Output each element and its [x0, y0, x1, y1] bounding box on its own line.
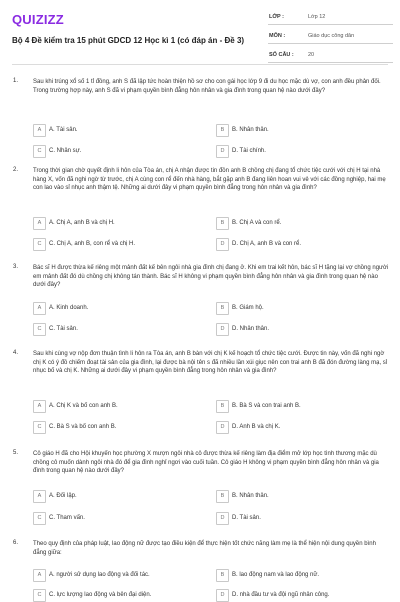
meta-label: SỐ CÂU : [269, 52, 294, 58]
option-b[interactable] [216, 217, 396, 230]
option-key: A [33, 217, 46, 230]
option-key: B [216, 569, 229, 582]
meta-label: LỚP : [269, 14, 284, 20]
meta-value: Giáo dục công dân [308, 33, 355, 39]
option-text: D. Chị A, anh B và con rể. [232, 241, 302, 247]
question-text: Theo quy định của pháp luật, lao động nữ được tạo điều kiện để thực hiện tốt chức năng làm mẹ là thể hiện nội dung quyền bình đẳng giữa: [33, 541, 376, 556]
option-key: D [216, 323, 229, 336]
question-number: 2. [13, 167, 19, 173]
option-key: D [216, 589, 229, 602]
option-text: B. Giám hộ. [232, 305, 264, 311]
option-c[interactable] [33, 323, 213, 336]
question-number: 4. [13, 350, 19, 356]
header-divider [12, 64, 388, 65]
question-text: Cô giáo H đã cho Hội khuyến học phường X mượn ngôi nhà cô được thừa kế riêng làm địa điểm mở lớp học tình thương mặc dù chồng cô muốn dành ngôi nhà đó để gia đình nghỉ ngơi vào cuối tuần. Cô giáo H không vi phạm quyền bình đẳng hôn nhân và gia đình trong quan hệ nào dưới đây? [33, 451, 379, 475]
question-text: Sau khi trúng xổ số 1 tỉ đồng, anh S đã lập tức hoàn thiện hồ sơ cho con gái học lớp 9 đi du học mặc dù vợ, con anh đều phản đối. Trong trường hợp này, anh S đã vi phạm quyền bình đẳng hôn nhân và gia đình trong quan hệ nào dưới đây? [33, 79, 381, 94]
option-key: D [216, 145, 229, 158]
option-c[interactable] [33, 512, 213, 525]
option-d[interactable] [216, 589, 396, 602]
option-c[interactable] [33, 421, 213, 434]
option-c[interactable] [33, 145, 213, 158]
question-number: 3. [13, 264, 19, 270]
option-text: D. Anh B và chị K. [232, 424, 281, 430]
option-b[interactable] [216, 400, 396, 413]
option-text: A. Đối lập. [49, 493, 77, 499]
question-text: Trong thời gian chờ quyết định li hôn của Tòa án, chị A nhận được tin đồn anh B chồng chị đang tổ chức tiệc cưới với chị H tại nhà hàng X, vốn đã nghi ngờ từ trước, chị A cùng con rể đến nhà hàng, bắt gặp anh B đang liên hoan vui vẻ với các đồng nghiệp, hai mẹ con lao vào sỉ nhục anh thậm tệ. Những ai dưới đây vi phạm quyền bình đẳng trong hôn nhân và gia đình? [33, 168, 386, 192]
option-key: C [33, 145, 46, 158]
meta-label: MÔN : [269, 33, 286, 39]
option-b[interactable] [216, 124, 396, 137]
option-text: A. Kinh doanh. [49, 305, 89, 311]
option-d[interactable] [216, 145, 396, 158]
question-number: 5. [13, 450, 19, 456]
option-text: B. Bà S và con trai anh B. [232, 403, 301, 409]
option-text: B. lao động nam và lao động nữ. [232, 572, 320, 578]
option-a[interactable] [33, 569, 213, 582]
option-text: C. Chị A, anh B, con rể và chị H. [49, 241, 136, 247]
option-key: D [216, 512, 229, 525]
question-text: Sau khi cùng vợ nộp đơn thuận tình li hôn ra Tòa án, anh B bàn với chị K kế hoạch tổ chức tiệc cưới. Được tin này, vốn đã nghi ngờ chị K có ý đồ chiếm đoạt tài sản của gia đình, lại được bà nội tên s đã nhiều lần xúi giục nên con trai anh B đã đón đường làng mạ, sỉ nhục bố và chị K. Những ai dưới đây vi phạm quyền bình đẳng trong hôn nhân và gia đình? [33, 351, 388, 375]
question-text: Bác sĩ H được thừa kế riêng một mảnh đất kế bên ngôi nhà gia đình chị đang ở. Khi em trai kết hôn, bác sĩ H tặng lại vợ chồng người em mảnh đất đó dù chồng chị không tán thành. Bác sĩ H không vi phạm quyền bình đẳng hôn nhân và gia đình trong quan hệ nào dưới đây? [33, 265, 389, 289]
meta-value: Lớp 12 [308, 14, 326, 20]
option-key: B [216, 124, 229, 137]
meta-row-class [268, 11, 393, 25]
option-text: D. Tài sản. [232, 515, 261, 521]
option-text: A. Chị A, anh B và chị H. [49, 220, 115, 226]
option-d[interactable] [216, 323, 396, 336]
option-a[interactable] [33, 490, 213, 503]
option-text: D. Tài chính. [232, 148, 266, 154]
option-key: A [33, 490, 46, 503]
option-key: A [33, 569, 46, 582]
question-number: 1. [13, 78, 19, 84]
meta-row-subject [268, 30, 393, 44]
option-a[interactable] [33, 302, 213, 315]
option-b[interactable] [216, 490, 396, 503]
worksheet-header [0, 0, 400, 62]
question-number: 6. [13, 540, 19, 546]
option-b[interactable] [216, 569, 396, 582]
option-text: B. Nhân thân. [232, 127, 269, 133]
option-c[interactable] [33, 238, 213, 251]
option-text: A. Tài sản. [49, 127, 78, 133]
meta-value: 20 [308, 52, 315, 58]
option-text: A. người sử dụng lao động và đối tác. [49, 572, 150, 578]
option-key: A [33, 302, 46, 315]
option-text: B. Chị A và con rể. [232, 220, 282, 226]
option-key: D [216, 421, 229, 434]
option-text: D. nhà đầu tư và đội ngũ nhân công. [232, 592, 330, 598]
option-key: A [33, 124, 46, 137]
option-text: C. Tài sản. [49, 326, 78, 332]
option-key: B [216, 217, 229, 230]
option-key: B [216, 400, 229, 413]
option-key: B [216, 302, 229, 315]
option-text: A. Chị K và bố con anh B. [49, 403, 118, 409]
option-d[interactable] [216, 421, 396, 434]
worksheet-meta [268, 11, 393, 68]
option-key: C [33, 238, 46, 251]
option-d[interactable] [216, 512, 396, 525]
option-key: C [33, 323, 46, 336]
option-text: C. Tham vấn. [49, 515, 85, 521]
option-d[interactable] [216, 238, 396, 251]
option-a[interactable] [33, 124, 213, 137]
option-text: C. lực lượng lao động và bên đại diện. [49, 592, 152, 598]
document-title: Bộ 4 Đề kiểm tra 15 phút GDCD 12 Học kì 1 (có đáp án - Đề 3) [12, 36, 245, 45]
meta-row-question-count [268, 49, 393, 63]
option-c[interactable] [33, 589, 213, 602]
option-text: C. Nhân sự. [49, 148, 82, 154]
option-key: C [33, 589, 46, 602]
option-key: C [33, 512, 46, 525]
option-key: A [33, 400, 46, 413]
option-text: C. Bà S và bố con anh B. [49, 424, 117, 430]
option-a[interactable] [33, 217, 213, 230]
quizizz-logo: QUIZIZZ [12, 12, 64, 27]
option-text: B. Nhân thân. [232, 493, 269, 499]
option-key: B [216, 490, 229, 503]
option-key: D [216, 238, 229, 251]
option-a[interactable] [33, 400, 213, 413]
option-text: D. Nhân thân. [232, 326, 270, 332]
option-key: C [33, 421, 46, 434]
option-b[interactable] [216, 302, 396, 315]
